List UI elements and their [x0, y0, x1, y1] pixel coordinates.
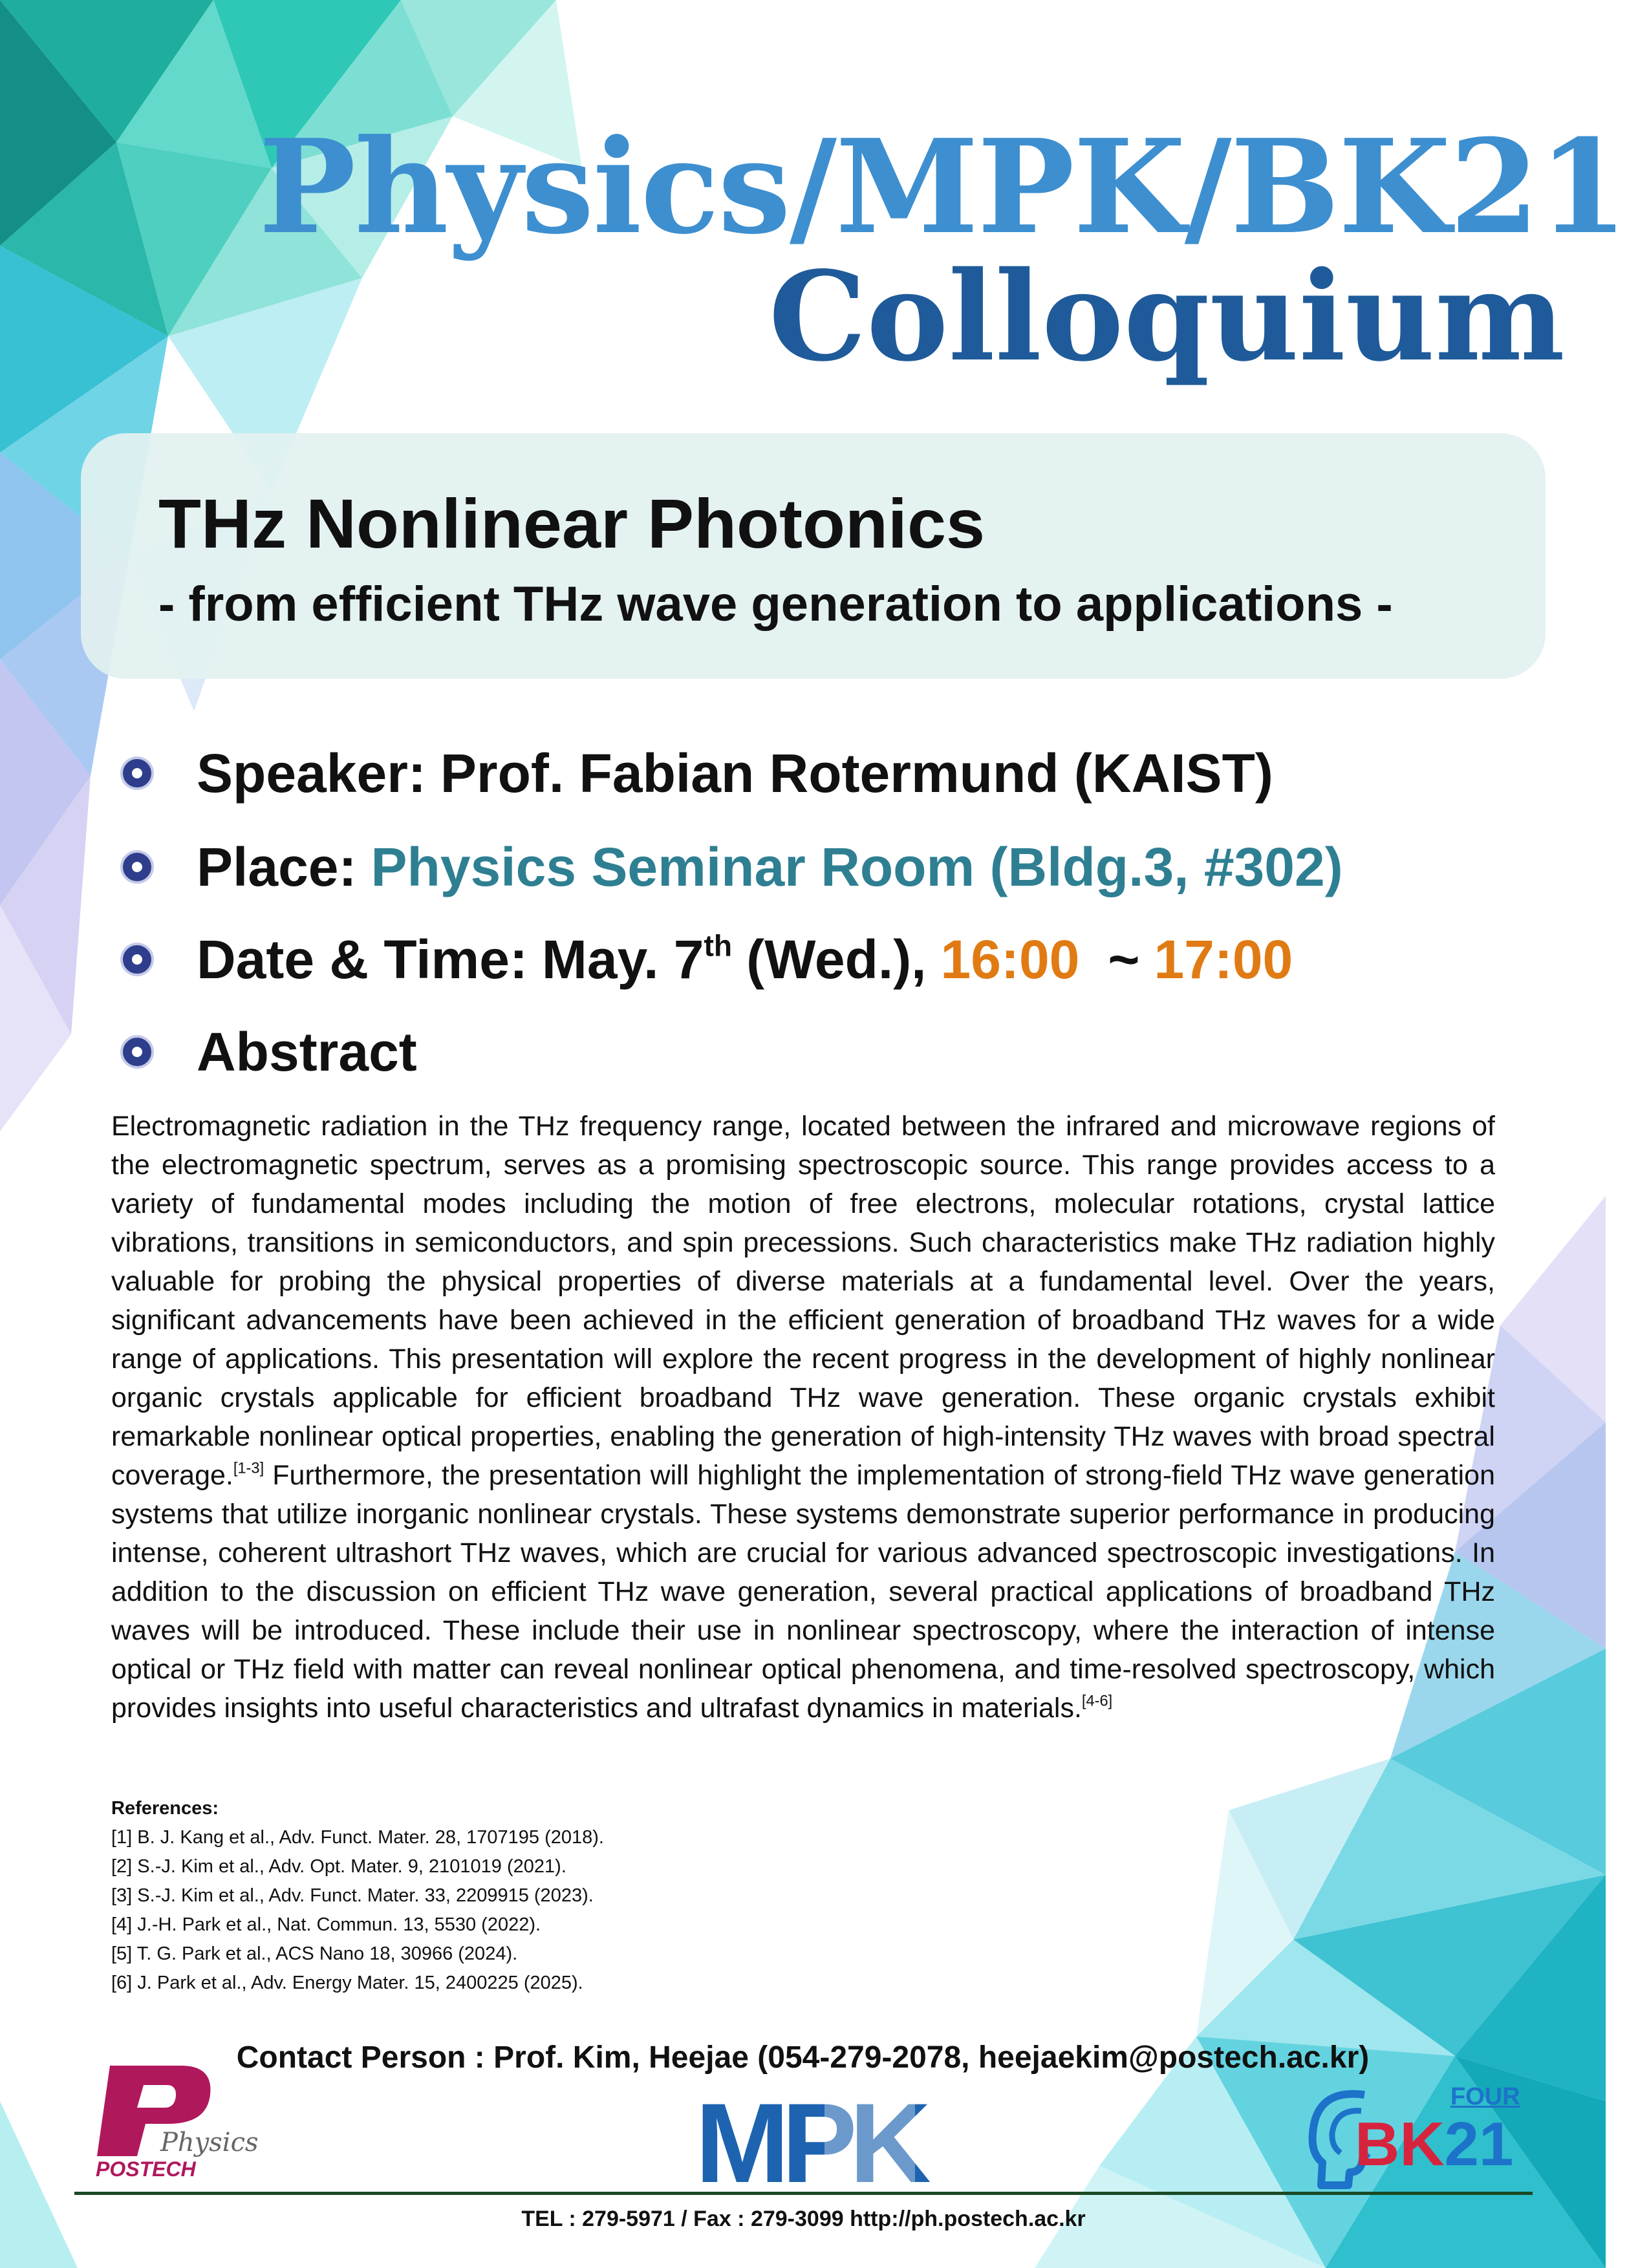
bk-number: 21	[1444, 2110, 1514, 2179]
talk-subtitle: - from efficient THz wave generation to applications -	[158, 577, 1393, 632]
date-day: (Wed.),	[746, 928, 927, 990]
reference-item: [2] S.-J. Kim et al., Adv. Opt. Mater. 9, 2101019 (2021).	[111, 1856, 566, 1877]
mpk-logo	[695, 2081, 923, 2207]
postech-script: Physics	[160, 2128, 259, 2157]
contact-person: Contact Person : Prof. Kim, Heejae (054-279-2078, heejaekim@postech.ac.kr)	[236, 2040, 1370, 2075]
bk21-wordmark	[1355, 2109, 1513, 2180]
citation-4-6: [4-6]	[1081, 1693, 1113, 1710]
time-start: 16:00	[940, 928, 1080, 990]
reference-item: [5] T. G. Park et al., ACS Nano 18, 30966 (2024).	[111, 1943, 518, 1964]
abstract-part-2: Furthermore, the presentation will highlight the implementation of strong-field THz wave generation systems that utilize inorganic nonlinear crystals. These systems demonstrate superior performance in producing intense, coherent ultrashort THz waves, which are crucial for various advanced spectroscopic investigations. In addition to the discussion on efficient THz wave generation, several practical applications of broadband THz waves will be introduced. These include their use in nonlinear spectroscopy, where the interaction of intense optical or THz field with matter can reveal nonlinear optical phenomena, and time-resolved spectroscopy, which provides insights into useful characteristics and ultrafast dynamics in materials.	[111, 1460, 1495, 1724]
time-separator: ~	[1108, 928, 1140, 990]
place-value: Physics Seminar Room (Bldg.3, #302)	[371, 836, 1343, 897]
bullet-icon	[123, 759, 151, 787]
abstract-heading: Abstract	[197, 1021, 417, 1082]
bullet-icon	[123, 945, 151, 974]
colloquium-title: Colloquium	[768, 244, 1565, 389]
speaker-label: Speaker:	[197, 742, 426, 804]
colloquium-series-title: Physics/MPK/BK21	[259, 111, 1627, 263]
date-main: May. 7	[541, 928, 704, 990]
bk21-four-logo	[1303, 2082, 1523, 2192]
references-title: References:	[111, 1798, 219, 1819]
date-value	[542, 928, 732, 991]
abstract-part-1: Electromagnetic radiation in the THz frequency range, located between the infrared and microwave regions of the electromagnetic spectrum, serves as a promising spectroscopic source. This range provides access to a variety of fundamental modes including the motion of free electrons, molecular rotations, crystal lattice vibrations, transitions in semiconductors, and spin precessions. Such characteristics make THz radiation highly valuable for probing the physical properties of diverse materials at a fundamental level. Over the years, significant advancements have been achieved in the efficient generation of broadband THz waves for a wide range of applications. This presentation will explore the recent progress in the development of highly nonlinear organic crystals applicable for efficient broadband THz wave generation. These organic crystals exhibit remarkable nonlinear optical properties, enabling the generation of high-intensity THz waves with broad spectral coverage.	[111, 1111, 1495, 1491]
talk-title: THz Nonlinear Photonics	[158, 484, 986, 562]
footer-divider	[74, 2192, 1533, 2195]
bullet-icon	[123, 1038, 151, 1066]
place-row	[123, 822, 1546, 912]
reference-item: [4] J.-H. Park et al., Nat. Commun. 13, 5530 (2022).	[111, 1914, 541, 1935]
mpk-text: MPK	[695, 2081, 923, 2207]
speaker-row	[123, 728, 1546, 818]
mpk-icon	[695, 2081, 923, 2207]
abstract-text	[111, 1107, 1495, 1728]
time-end: 17:00	[1154, 928, 1293, 990]
bk-four-label: FOUR	[1450, 2083, 1520, 2110]
reference-item: [6] J. Park et al., Adv. Energy Mater. 15, 2400225 (2025).	[111, 1973, 583, 1993]
citation-1-3: [1-3]	[233, 1460, 264, 1477]
bk-text: BK	[1355, 2110, 1445, 2179]
footer-contact-info: TEL : 279-5971 / Fax : 279-3099 http://ph.postech.ac.kr	[521, 2207, 1086, 2231]
reference-item: [1] B. J. Kang et al., Adv. Funct. Mater. 28, 1707195 (2018).	[111, 1827, 604, 1848]
bullet-icon	[123, 853, 151, 881]
date-suffix: th	[704, 928, 733, 962]
postech-label: POSTECH	[96, 2157, 196, 2181]
place-label: Place:	[197, 836, 357, 897]
reference-item: [3] S.-J. Kim et al., Adv. Funct. Mater. 33, 2209915 (2023).	[111, 1885, 594, 1906]
speaker-value: Prof. Fabian Rotermund (KAIST)	[440, 742, 1273, 804]
abstract-heading-row	[123, 1007, 1546, 1097]
postech-p-icon	[84, 2059, 259, 2163]
datetime-label: Date & Time:	[197, 928, 528, 990]
postech-physics-logo	[84, 2059, 259, 2188]
references	[111, 1794, 1081, 1998]
datetime-row	[123, 914, 1546, 1005]
